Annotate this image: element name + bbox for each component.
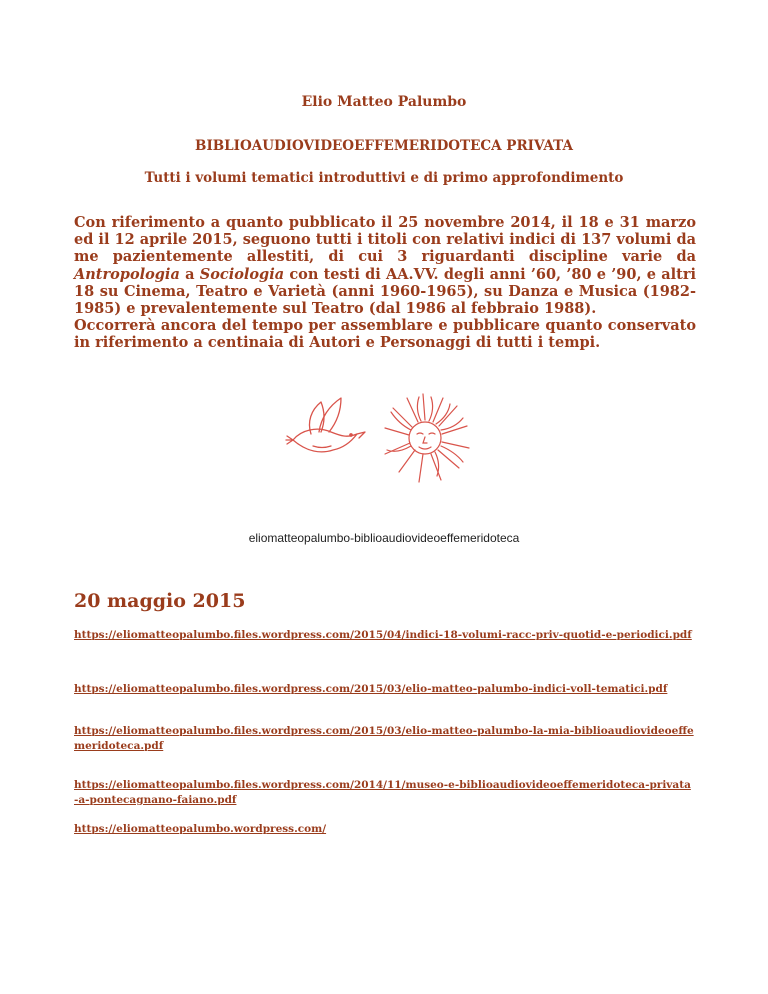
intro-paragraph-2: Occorrerà ancora del tempo per assemblare e pubblicare quanto conservato in riferimento a centinaia di Autori e Personaggi di tutti i tempi.: [74, 317, 696, 352]
link-la-mia-biblioteca[interactable]: https://eliomatteopalumbo.files.wordpress.com/2015/03/elio-matteo-palumbo-la-mia-biblioaudiovideoeffemeridoteca.pdf: [74, 725, 694, 752]
publication-date: 20 maggio 2015: [74, 590, 246, 612]
document-subtitle: Tutti i volumi tematici introduttivi e di primo approfondimento: [144, 170, 624, 186]
link-indici-voll-tematici[interactable]: https://eliomatteopalumbo.files.wordpress.com/2015/03/elio-matteo-palumbo-indici-voll-tematici.pdf: [74, 683, 668, 695]
link-blog-home[interactable]: https://eliomatteopalumbo.wordpress.com/: [74, 823, 327, 835]
sun-face-icon: [385, 394, 469, 482]
dove-icon: [286, 398, 365, 452]
intro-text-part: con testi di AA.VV. degli anni ’60, ’80 e ’90, e altri 18 su Cinema, Teatro e Varietà (anni 1960-1965), su Danza e Musica (1982-1985) e prevalentemente sul Teatro (dal 1986 al febbraio 1988).: [74, 265, 696, 318]
intro-text: [74, 214, 696, 352]
link-museo-pontecagnano[interactable]: https://eliomatteopalumbo.files.wordpress.com/2014/11/museo-e-biblioaudiovideoeffemeridoteca-privata-a-pontecagnano-faiano.pdf: [74, 779, 691, 806]
intro-text-part: a: [179, 265, 200, 283]
link-indici-18-volumi[interactable]: https://eliomatteopalumbo.files.wordpress.com/2015/04/indici-18-volumi-racc-priv-quotid-e-periodici.pdf: [74, 629, 692, 641]
author-name: Elio Matteo Palumbo: [301, 94, 467, 110]
intro-text-part: Con riferimento a quanto pubblicato il 25 novembre 2014, il 18 e 31 marzo ed il 12 aprile 2015, seguono tutti i titoli con relativi indici di 137 volumi da me pazientemente allestiti, di cui 3 riguardanti discipline varie da: [74, 214, 696, 266]
logo: [285, 388, 481, 488]
intro-paragraph: [74, 214, 696, 317]
logo-caption: eliomatteopalumbo-biblioaudiovideoeffemeridoteca: [248, 531, 520, 545]
collection-title: BIBLIOAUDIOVIDEOEFFEMERIDOTECA PRIVATA: [195, 138, 573, 154]
intro-emphasis-sociologia: Sociologia: [199, 265, 285, 283]
intro-emphasis-antropologia: Antropologia: [74, 265, 180, 283]
